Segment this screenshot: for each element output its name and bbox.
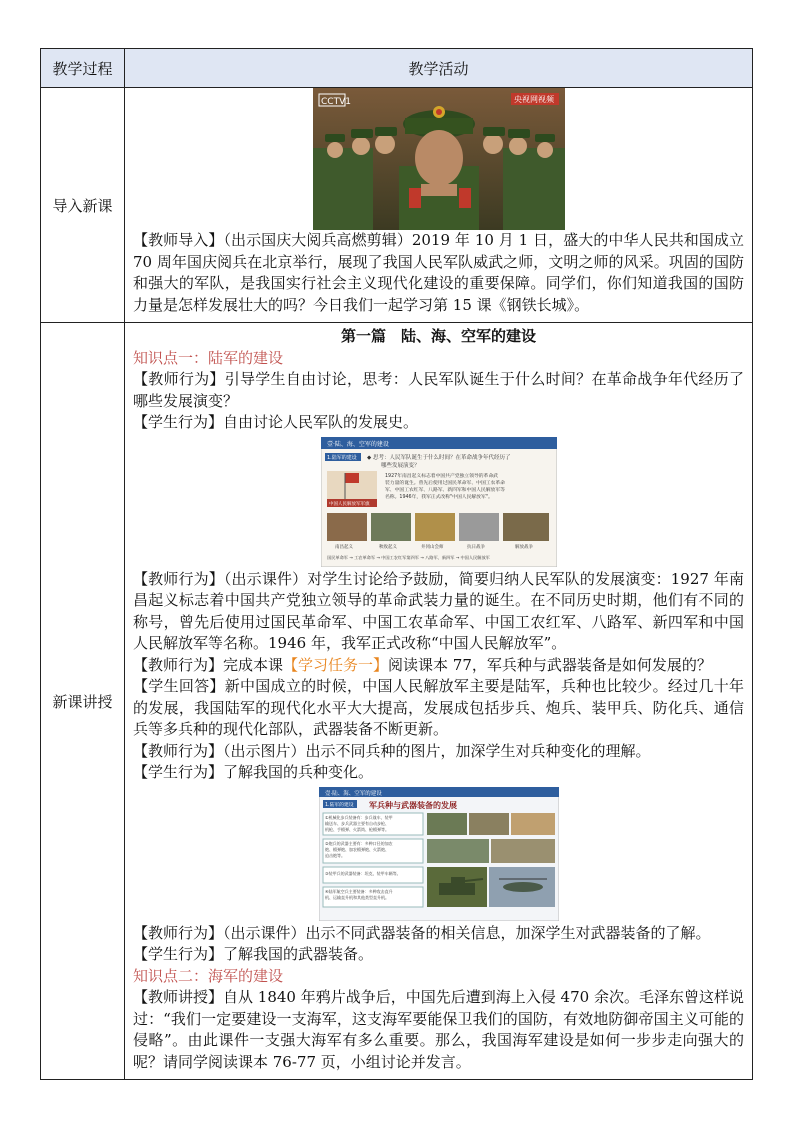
para-teacher-6: 【教师讲授】自从 1840 年鸦片战争后，中国先后遭到海上入侵 470 余次。毛泽东曾这样说过：“我们一定要建设一支海军，这支海军要能保卫我们的国防，有效地防御帝国主义可能的侵略”。由此课件一支强大海军有多么重要。那么，我国海军建设是如何一步步走向强大的呢？请同学阅读课本 76-77 页，小组讨论并发言。 bbox=[133, 988, 744, 1071]
svg-text:炮、榴弹炮、加农榴弹炮、火箭炮、: 炮、榴弹炮、加农榴弹炮、火箭炮、 bbox=[324, 846, 389, 852]
svg-text:机枪、手榴弹、火箭筒、枪榴弹等。: 机枪、手榴弹、火箭筒、枪榴弹等。 bbox=[324, 826, 389, 832]
channel-logo: CCTV1 bbox=[320, 97, 351, 107]
svg-text:①机械化步兵装备有：步兵战车、装甲: ①机械化步兵装备有：步兵战车、装甲 bbox=[324, 814, 393, 820]
para-student-3: 【学生行为】了解我国的武器装备。 bbox=[133, 945, 374, 963]
stage-intro: 导入新课 bbox=[41, 88, 125, 323]
svg-text:国民革命军 → 工农革命军 → 中国工农红军第四军 → 八路: 国民革命军 → 工农革命军 → 中国工农红军第四军 → 八路军、新四军 → 中国人民解放军 bbox=[326, 554, 490, 560]
table-header-row bbox=[41, 49, 753, 88]
knowledge-point-1: 知识点一：陆军的建设 bbox=[133, 348, 284, 367]
intro-paragraph: 【教师导入】（出示国庆大阅兵高燃剪辑）2019 年 10 月 1 日，盛大的中华人民共和国成立 70 周年国庆阅兵在北京举行，展现了我国人民军队威武之师，文明之师的风采。巩固的国防和强大的军队，是我国实行社会主义现代化建设的重要保障。同学们，你们知道我国的国防力量是怎样发展壮大的吗？今日我们一起学习第 15 课《钢铁长城》。 bbox=[133, 231, 744, 314]
main-row bbox=[41, 323, 753, 1080]
slide2-title: 军兵种与武器装备的发展 bbox=[368, 800, 457, 810]
task-prefix: 【教师行为】完成本课 bbox=[133, 655, 284, 674]
header-activity: 教学活动 bbox=[125, 49, 753, 88]
svg-text:解放战争: 解放战争 bbox=[514, 544, 533, 550]
intro-content bbox=[125, 88, 753, 323]
svg-text:③装甲兵的武器装备：坦克、装甲车辆等。: ③装甲兵的武器装备：坦克、装甲车辆等。 bbox=[324, 870, 401, 876]
slide1-banner: 中国人民解放军军旗 bbox=[328, 501, 369, 507]
video-badge: 央视网视频 bbox=[513, 95, 554, 104]
svg-text:1.陆军的建设: 1.陆军的建设 bbox=[324, 802, 354, 808]
intro-row bbox=[41, 88, 753, 323]
svg-text:军、中国工农红军、八路军、新四军和中国人民解放军等: 军、中国工农红军、八路军、新四军和中国人民解放军等 bbox=[384, 487, 505, 493]
svg-text:②炮兵的武器主要有：多种口径的加农: ②炮兵的武器主要有：多种口径的加农 bbox=[324, 840, 393, 846]
para-student-answer: 【学生回答】新中国成立的时候，中国人民解放军主要是陆军，兵种也比较少。经过几十年的发展，我国陆军的现代化水平大大提高，发展成包括步兵、炮兵、装甲兵、防化兵、通信兵等多兵种的现代化部队，武器装备不断更新。 bbox=[133, 677, 744, 738]
slide1-header: 壹·陆、海、空军的建设 bbox=[326, 440, 389, 448]
svg-text:秋收起义: 秋收起义 bbox=[378, 544, 397, 550]
section-title: 第一篇 陆、海、空军的建设 bbox=[340, 327, 536, 345]
header-stage: 教学过程 bbox=[41, 49, 125, 88]
para-student-1: 【学生行为】自由讨论人民军队的发展史。 bbox=[133, 413, 419, 431]
svg-text:输送车、步兵武器主要有自动步枪、: 输送车、步兵武器主要有自动步枪、 bbox=[324, 820, 389, 826]
para-teacher-5: 【教师行为】（出示课件）出示不同武器装备的相关信息，加深学生对武器装备的了解。 bbox=[133, 923, 711, 942]
slide1-caption-1: 南昌起义 bbox=[334, 544, 353, 550]
svg-text:哪些发展演变？: 哪些发展演变？ bbox=[380, 462, 420, 469]
para-student-2: 【学生行为】了解我国的兵种变化。 bbox=[133, 763, 374, 781]
para-teacher-3 bbox=[133, 655, 744, 677]
para-teacher-2: 【教师行为】（出示课件）对学生讨论给予鼓励，简要归纳人民军队的发展演变：1927 年南昌起义标志着中国共产党独立领导的革命武装力量的诞生。在不同历史时期，他们有不同的称号，曾先后使用过国民革命军、中国工农革命军、中国工农红军、八路军、新四军和中国人民解放军等名称。1946 年，我军正式改称“中国人民解放军”。 bbox=[133, 569, 744, 652]
svg-text:装力量的诞生。曾先后使用过国民革命军、中国工农革命: 装力量的诞生。曾先后使用过国民革命军、中国工农革命 bbox=[384, 480, 505, 486]
parade-image bbox=[313, 88, 565, 230]
task-suffix: 阅读课本 77，军兵种与武器装备是如何发展的？ bbox=[388, 655, 712, 674]
svg-text:④陆军航空兵主要装备：多种攻击直升: ④陆军航空兵主要装备：多种攻击直升 bbox=[324, 888, 393, 894]
svg-text:迫击炮等。: 迫击炮等。 bbox=[324, 852, 345, 858]
slide-weapons bbox=[319, 787, 559, 921]
para-teacher-1: 【教师行为】引导学生自由讨论，思考：人民军队诞生于什么时间？在革命战争年代经历了哪些发展演变？ bbox=[133, 370, 744, 410]
svg-text:井冈山会师: 井冈山会师 bbox=[420, 544, 443, 550]
main-content bbox=[125, 323, 753, 1080]
lesson-table bbox=[40, 48, 753, 1080]
stage-new-lesson: 新课讲授 bbox=[41, 323, 125, 1080]
knowledge-point-2: 知识点二：海军的建设 bbox=[133, 966, 284, 985]
svg-text:名称。1946年，我军正式改称"中国人民解放军"。: 名称。1946年，我军正式改称"中国人民解放军"。 bbox=[384, 494, 493, 500]
svg-text:抗日战争: 抗日战争 bbox=[466, 544, 485, 550]
learning-task-1: 【学习任务一】 bbox=[283, 655, 389, 674]
para-teacher-4: 【教师行为】（出示图片）出示不同兵种的图片，加深学生对兵种变化的理解。 bbox=[133, 741, 651, 760]
svg-text:◆ 思考：人民军队诞生于什么时间？在革命战争年代经历了: ◆ 思考：人民军队诞生于什么时间？在革命战争年代经历了 bbox=[366, 454, 510, 461]
svg-text:1927年南昌起义标志着中国共产党独立领导的革命武: 1927年南昌起义标志着中国共产党独立领导的革命武 bbox=[384, 473, 498, 479]
svg-text:机、运输直升机和其他类型直升机。: 机、运输直升机和其他类型直升机。 bbox=[324, 894, 389, 900]
svg-text:1.陆军的建设: 1.陆军的建设 bbox=[326, 454, 357, 461]
slide-army-history bbox=[321, 437, 557, 567]
slide2-header: 壹·陆、海、空军的建设 bbox=[324, 790, 382, 797]
